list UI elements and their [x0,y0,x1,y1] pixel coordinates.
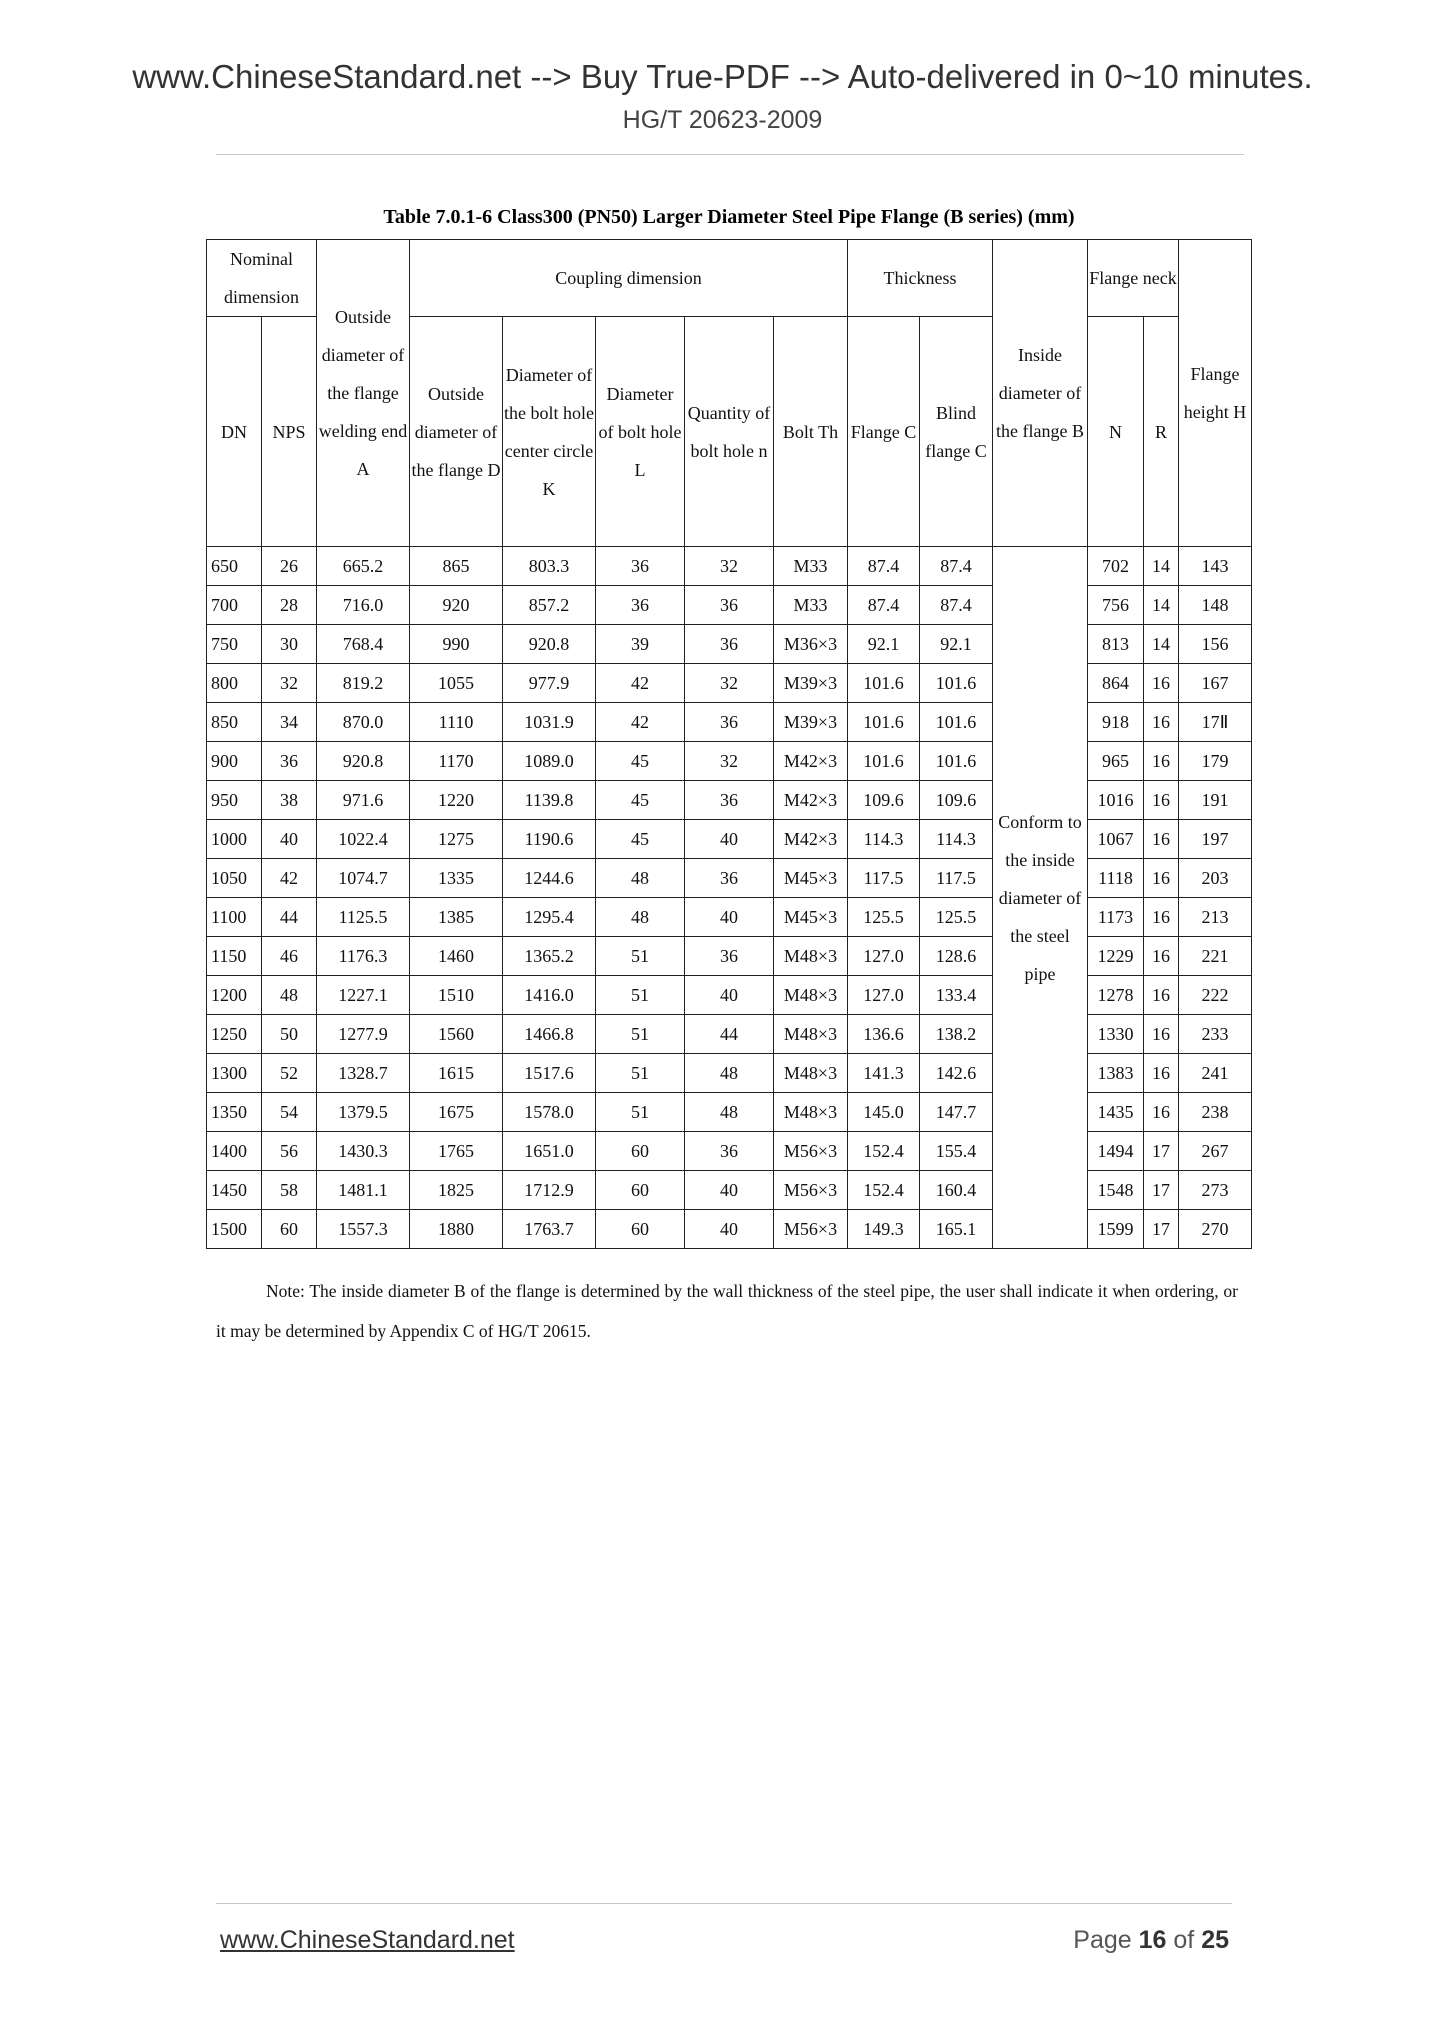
cell-bolt: M36×3 [774,625,848,664]
cell-outside-welding: 1328.7 [317,1054,410,1093]
header-nps: NPS [262,317,317,547]
cell-dn: 1050 [207,859,262,898]
cell-neck-r: 16 [1144,898,1179,937]
cell-height: 156 [1179,625,1252,664]
cell-dn: 950 [207,781,262,820]
cell-dn: 700 [207,586,262,625]
cell-neck-n: 1278 [1088,976,1144,1015]
page-indicator [1073,1926,1229,1955]
cell-bolt-hole-dia: 45 [596,820,685,859]
cell-outside-welding: 1227.1 [317,976,410,1015]
table-caption: Table 7.0.1-6 Class300 (PN50) Larger Diameter Steel Pipe Flange (B series) (mm) [383,206,1075,228]
table-row [207,976,1252,1015]
cell-outside-welding: 971.6 [317,781,410,820]
cell-bolt-hole-dia: 42 [596,703,685,742]
cell-nps: 54 [262,1093,317,1132]
cell-outside-flange: 1170 [410,742,503,781]
cell-neck-n: 1173 [1088,898,1144,937]
cell-neck-r: 17 [1144,1171,1179,1210]
cell-bolt-hole-dia: 51 [596,1015,685,1054]
cell-bolt-hole-dia: 60 [596,1210,685,1249]
cell-blind-c: 101.6 [920,664,993,703]
cell-outside-flange: 1335 [410,859,503,898]
page-of: of [1173,1926,1195,1954]
cell-flange-c: 149.3 [848,1210,920,1249]
cell-height: 273 [1179,1171,1252,1210]
cell-bolt-circle: 1244.6 [503,859,596,898]
header-outside-diameter-welding-end: Outside diameter of the flange welding end A [317,240,410,547]
cell-height: 238 [1179,1093,1252,1132]
cell-bolt-hole-qty: 36 [685,937,774,976]
header-flange-thickness: Flange C [848,317,920,547]
cell-outside-welding: 665.2 [317,547,410,586]
flange-table [206,239,1252,1249]
cell-outside-flange: 1560 [410,1015,503,1054]
cell-outside-welding: 819.2 [317,664,410,703]
cell-flange-c: 92.1 [848,625,920,664]
cell-height: 17Ⅱ [1179,703,1252,742]
cell-bolt-hole-qty: 36 [685,586,774,625]
cell-height: 241 [1179,1054,1252,1093]
cell-nps: 36 [262,742,317,781]
cell-neck-n: 1494 [1088,1132,1144,1171]
footer-site-link[interactable]: www.ChineseStandard.net [220,1926,515,1954]
page-current: 16 [1138,1926,1167,1954]
cell-blind-c: 142.6 [920,1054,993,1093]
cell-height: 213 [1179,898,1252,937]
table-row [207,547,1252,586]
header-nominal-dimension: Nominal dimension [207,240,317,317]
cell-outside-welding: 1022.4 [317,820,410,859]
header-blind-flange-thickness: Blind flange C [920,317,993,547]
cell-bolt-hole-dia: 60 [596,1171,685,1210]
cell-neck-r: 16 [1144,664,1179,703]
cell-dn: 900 [207,742,262,781]
header-inside-diameter: Inside diameter of the flange B [993,240,1088,547]
cell-nps: 46 [262,937,317,976]
cell-bolt-hole-qty: 40 [685,1171,774,1210]
cell-neck-r: 14 [1144,586,1179,625]
cell-neck-n: 1067 [1088,820,1144,859]
cell-dn: 1400 [207,1132,262,1171]
cell-blind-c: 109.6 [920,781,993,820]
cell-neck-n: 813 [1088,625,1144,664]
cell-outside-flange: 1110 [410,703,503,742]
cell-bolt-circle: 1651.0 [503,1132,596,1171]
cell-neck-r: 16 [1144,937,1179,976]
cell-nps: 42 [262,859,317,898]
cell-blind-c: 114.3 [920,820,993,859]
cell-bolt: M33 [774,547,848,586]
cell-bolt-circle: 1578.0 [503,1093,596,1132]
cell-neck-n: 965 [1088,742,1144,781]
cell-bolt-hole-dia: 51 [596,1093,685,1132]
cell-bolt-hole-qty: 40 [685,898,774,937]
cell-nps: 52 [262,1054,317,1093]
cell-height: 191 [1179,781,1252,820]
cell-bolt: M39×3 [774,664,848,703]
table-row [207,664,1252,703]
cell-outside-flange: 1510 [410,976,503,1015]
cell-bolt-hole-qty: 32 [685,664,774,703]
cell-neck-r: 16 [1144,1054,1179,1093]
cell-bolt-hole-qty: 36 [685,703,774,742]
cell-outside-welding: 1176.3 [317,937,410,976]
cell-neck-n: 756 [1088,586,1144,625]
cell-dn: 650 [207,547,262,586]
table-row [207,781,1252,820]
cell-flange-c: 127.0 [848,976,920,1015]
cell-blind-c: 155.4 [920,1132,993,1171]
cell-bolt-hole-qty: 40 [685,976,774,1015]
table-row [207,1015,1252,1054]
cell-height: 233 [1179,1015,1252,1054]
cell-blind-c: 87.4 [920,586,993,625]
cell-bolt-hole-dia: 45 [596,781,685,820]
cell-neck-r: 14 [1144,547,1179,586]
flange-table-container [206,239,1252,1249]
cell-outside-welding: 1481.1 [317,1171,410,1210]
header-bolt-circle: Diameter of the bolt hole center circle K [503,317,596,547]
cell-flange-c: 101.6 [848,664,920,703]
cell-bolt: M42×3 [774,742,848,781]
cell-dn: 1100 [207,898,262,937]
cell-dn: 1000 [207,820,262,859]
cell-outside-flange: 1220 [410,781,503,820]
cell-outside-welding: 870.0 [317,703,410,742]
cell-bolt-circle: 1190.6 [503,820,596,859]
cell-neck-n: 1548 [1088,1171,1144,1210]
cell-bolt-hole-dia: 51 [596,1054,685,1093]
cell-height: 203 [1179,859,1252,898]
cell-bolt-hole-qty: 36 [685,625,774,664]
cell-nps: 26 [262,547,317,586]
cell-flange-c: 141.3 [848,1054,920,1093]
cell-blind-c: 133.4 [920,976,993,1015]
table-row [207,703,1252,742]
table-row [207,937,1252,976]
cell-bolt-hole-dia: 36 [596,547,685,586]
table-row [207,1210,1252,1249]
cell-outside-flange: 1825 [410,1171,503,1210]
cell-nps: 50 [262,1015,317,1054]
cell-flange-c: 114.3 [848,820,920,859]
cell-neck-r: 16 [1144,703,1179,742]
header-dn: DN [207,317,262,547]
cell-flange-c: 127.0 [848,937,920,976]
cell-neck-n: 864 [1088,664,1144,703]
cell-outside-flange: 1615 [410,1054,503,1093]
cell-blind-c: 87.4 [920,547,993,586]
cell-outside-flange: 990 [410,625,503,664]
cell-flange-c: 101.6 [848,703,920,742]
cell-outside-flange: 1385 [410,898,503,937]
cell-neck-r: 16 [1144,742,1179,781]
header-neck-r: R [1144,317,1179,547]
cell-nps: 56 [262,1132,317,1171]
table-row [207,1093,1252,1132]
cell-neck-n: 1330 [1088,1015,1144,1054]
cell-dn: 1250 [207,1015,262,1054]
header-bolt-hole-diameter: Diameter of bolt hole L [596,317,685,547]
cell-dn: 1350 [207,1093,262,1132]
cell-outside-welding: 1557.3 [317,1210,410,1249]
cell-bolt-circle: 1139.8 [503,781,596,820]
cell-blind-c: 147.7 [920,1093,993,1132]
cell-bolt-circle: 1416.0 [503,976,596,1015]
cell-height: 148 [1179,586,1252,625]
cell-dn: 800 [207,664,262,703]
cell-bolt-hole-qty: 32 [685,547,774,586]
table-header [207,240,1252,547]
header-flange-height: Flange height H [1179,240,1252,547]
cell-bolt-circle: 803.3 [503,547,596,586]
table-body [207,547,1252,1249]
cell-bolt-circle: 1712.9 [503,1171,596,1210]
cell-flange-c: 87.4 [848,586,920,625]
cell-neck-r: 16 [1144,859,1179,898]
cell-dn: 1450 [207,1171,262,1210]
cell-bolt-circle: 1763.7 [503,1210,596,1249]
header-coupling-dimension: Coupling dimension [410,240,848,317]
header-bolt: Bolt Th [774,317,848,547]
cell-bolt: M42×3 [774,781,848,820]
site-banner[interactable]: www.ChineseStandard.net --> Buy True-PDF --> Auto-delivered in 0~10 minutes. [132,58,1313,95]
header-outside-diameter-flange: Outside diameter of the flange D [410,317,503,547]
cell-bolt-circle: 1031.9 [503,703,596,742]
cell-neck-n: 918 [1088,703,1144,742]
cell-height: 221 [1179,937,1252,976]
cell-bolt-circle: 1365.2 [503,937,596,976]
table-row [207,898,1252,937]
table-note: Note: The inside diameter B of the flange is determined by the wall thickness of the steel pipe, the user shall indicate it when ordering, or it may be determined by Appendix C of HG/T 20615. [216,1281,1238,1341]
table-row [207,1054,1252,1093]
cell-bolt-hole-dia: 42 [596,664,685,703]
table-row [207,1132,1252,1171]
cell-height: 143 [1179,547,1252,586]
cell-neck-n: 702 [1088,547,1144,586]
cell-nps: 38 [262,781,317,820]
cell-dn: 1300 [207,1054,262,1093]
cell-blind-c: 128.6 [920,937,993,976]
cell-flange-c: 136.6 [848,1015,920,1054]
header-neck-n: N [1088,317,1144,547]
cell-bolt: M48×3 [774,976,848,1015]
cell-bolt-circle: 920.8 [503,625,596,664]
cell-nps: 28 [262,586,317,625]
cell-nps: 40 [262,820,317,859]
cell-bolt-hole-dia: 48 [596,859,685,898]
header-thickness: Thickness [848,240,993,317]
cell-neck-r: 17 [1144,1132,1179,1171]
cell-blind-c: 101.6 [920,742,993,781]
cell-outside-flange: 920 [410,586,503,625]
cell-blind-c: 117.5 [920,859,993,898]
cell-outside-flange: 1675 [410,1093,503,1132]
cell-bolt-hole-qty: 40 [685,1210,774,1249]
table-row [207,1171,1252,1210]
table-row [207,820,1252,859]
cell-flange-c: 87.4 [848,547,920,586]
cell-bolt-hole-dia: 45 [596,742,685,781]
cell-outside-welding: 1074.7 [317,859,410,898]
cell-blind-c: 125.5 [920,898,993,937]
cell-bolt: M56×3 [774,1171,848,1210]
cell-neck-r: 16 [1144,781,1179,820]
cell-blind-c: 160.4 [920,1171,993,1210]
cell-bolt-circle: 1517.6 [503,1054,596,1093]
cell-height: 197 [1179,820,1252,859]
cell-dn: 1200 [207,976,262,1015]
cell-outside-welding: 1277.9 [317,1015,410,1054]
cell-bolt: M48×3 [774,1054,848,1093]
cell-bolt-hole-qty: 40 [685,820,774,859]
cell-bolt-hole-qty: 36 [685,859,774,898]
cell-neck-r: 16 [1144,820,1179,859]
cell-bolt-hole-qty: 48 [685,1054,774,1093]
cell-outside-welding: 1430.3 [317,1132,410,1171]
cell-outside-flange: 1765 [410,1132,503,1171]
cell-bolt: M42×3 [774,820,848,859]
cell-bolt-hole-qty: 36 [685,781,774,820]
cell-height: 267 [1179,1132,1252,1171]
cell-bolt-circle: 857.2 [503,586,596,625]
cell-bolt-hole-qty: 44 [685,1015,774,1054]
cell-blind-c: 92.1 [920,625,993,664]
table-row [207,859,1252,898]
cell-dn: 750 [207,625,262,664]
cell-bolt: M48×3 [774,1015,848,1054]
cell-outside-flange: 1460 [410,937,503,976]
cell-bolt: M48×3 [774,937,848,976]
cell-neck-r: 16 [1144,1093,1179,1132]
cell-inside-diameter-note: Conform to the inside diameter of the steel pipe [993,547,1088,1249]
table-row [207,742,1252,781]
cell-blind-c: 165.1 [920,1210,993,1249]
cell-neck-n: 1229 [1088,937,1144,976]
cell-outside-flange: 1055 [410,664,503,703]
cell-flange-c: 125.5 [848,898,920,937]
cell-bolt: M45×3 [774,859,848,898]
cell-outside-welding: 716.0 [317,586,410,625]
cell-bolt: M45×3 [774,898,848,937]
cell-bolt-hole-qty: 32 [685,742,774,781]
cell-outside-welding: 1125.5 [317,898,410,937]
header-divider [216,154,1244,155]
cell-dn: 1150 [207,937,262,976]
cell-bolt-hole-qty: 36 [685,1132,774,1171]
page-total: 25 [1201,1926,1229,1954]
cell-nps: 34 [262,703,317,742]
cell-height: 222 [1179,976,1252,1015]
cell-bolt: M56×3 [774,1132,848,1171]
table-row [207,625,1252,664]
cell-height: 270 [1179,1210,1252,1249]
cell-outside-flange: 1275 [410,820,503,859]
cell-bolt-hole-dia: 48 [596,898,685,937]
cell-bolt-hole-dia: 39 [596,625,685,664]
cell-bolt-circle: 977.9 [503,664,596,703]
cell-neck-n: 1599 [1088,1210,1144,1249]
cell-outside-welding: 768.4 [317,625,410,664]
cell-blind-c: 138.2 [920,1015,993,1054]
cell-bolt-hole-dia: 36 [596,586,685,625]
cell-neck-n: 1016 [1088,781,1144,820]
cell-bolt-circle: 1466.8 [503,1015,596,1054]
cell-dn: 850 [207,703,262,742]
cell-flange-c: 145.0 [848,1093,920,1132]
cell-outside-welding: 920.8 [317,742,410,781]
header-flange-neck: Flange neck [1088,240,1179,317]
cell-dn: 1500 [207,1210,262,1249]
document-id: HG/T 20623-2009 [622,106,823,134]
cell-nps: 44 [262,898,317,937]
cell-flange-c: 101.6 [848,742,920,781]
cell-bolt: M39×3 [774,703,848,742]
cell-outside-welding: 1379.5 [317,1093,410,1132]
cell-outside-flange: 865 [410,547,503,586]
cell-bolt: M33 [774,586,848,625]
cell-height: 167 [1179,664,1252,703]
cell-bolt-hole-dia: 51 [596,976,685,1015]
cell-neck-n: 1118 [1088,859,1144,898]
cell-bolt-hole-qty: 48 [685,1093,774,1132]
cell-bolt-hole-dia: 60 [596,1132,685,1171]
cell-height: 179 [1179,742,1252,781]
page-label: Page [1073,1926,1132,1954]
cell-nps: 58 [262,1171,317,1210]
cell-neck-n: 1435 [1088,1093,1144,1132]
cell-neck-n: 1383 [1088,1054,1144,1093]
footer-divider [216,1903,1232,1904]
header-bolt-hole-quantity: Quantity of bolt hole n [685,317,774,547]
cell-outside-flange: 1880 [410,1210,503,1249]
cell-neck-r: 16 [1144,1015,1179,1054]
cell-flange-c: 117.5 [848,859,920,898]
cell-flange-c: 109.6 [848,781,920,820]
cell-nps: 48 [262,976,317,1015]
cell-nps: 32 [262,664,317,703]
cell-blind-c: 101.6 [920,703,993,742]
cell-bolt: M56×3 [774,1210,848,1249]
cell-neck-r: 16 [1144,976,1179,1015]
cell-bolt-hole-dia: 51 [596,937,685,976]
cell-bolt-circle: 1089.0 [503,742,596,781]
cell-flange-c: 152.4 [848,1171,920,1210]
cell-nps: 30 [262,625,317,664]
cell-bolt-circle: 1295.4 [503,898,596,937]
cell-nps: 60 [262,1210,317,1249]
table-row [207,586,1252,625]
cell-neck-r: 14 [1144,625,1179,664]
cell-neck-r: 17 [1144,1210,1179,1249]
cell-flange-c: 152.4 [848,1132,920,1171]
cell-bolt: M48×3 [774,1093,848,1132]
